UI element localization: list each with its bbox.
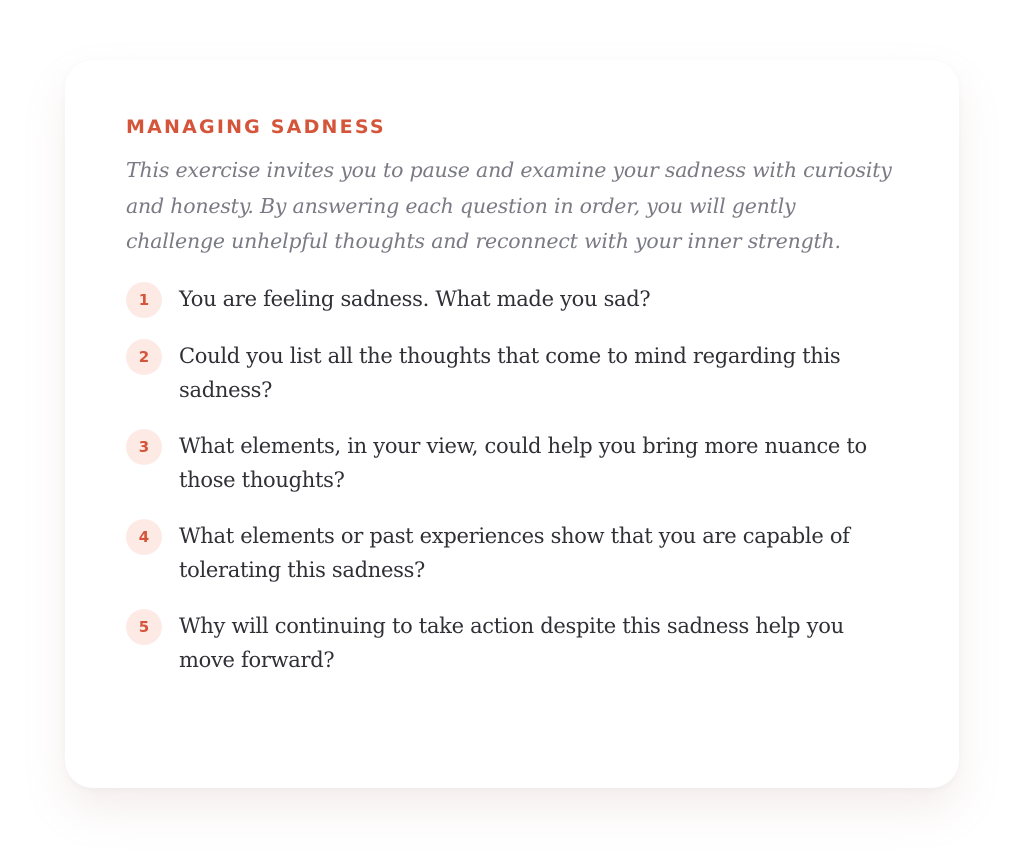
question-item [126,519,899,588]
question-text: Could you list all the thoughts that come to mind regarding this sadness? [179,343,841,402]
exercise-title: MANAGING SADNESS [126,116,386,138]
question-item [126,609,899,678]
question-list [126,282,899,678]
question-number-badge: 1 [126,282,162,318]
question-text: What elements or past experiences show that you are capable of tolerating this sadness? [179,523,850,582]
exercise-card [65,60,959,788]
question-text: What elements, in your view, could help you bring more nuance to those thoughts? [179,433,867,492]
question-text: You are feeling sadness. What made you sad? [179,286,651,311]
exercise-intro: This exercise invites you to pause and examine your sadness with curiosity and honesty. By answering each question in order, you will gently challenge unhelpful thoughts and reconnect with your inner strength. [126,158,892,253]
question-number-badge: 3 [126,429,162,465]
question-number-badge: 5 [126,609,162,645]
question-text: Why will continuing to take action despite this sadness help you move forward? [179,613,844,672]
question-number-badge: 2 [126,339,162,375]
question-item [126,282,899,318]
question-item [126,339,899,408]
question-item [126,429,899,498]
question-number-badge: 4 [126,519,162,555]
